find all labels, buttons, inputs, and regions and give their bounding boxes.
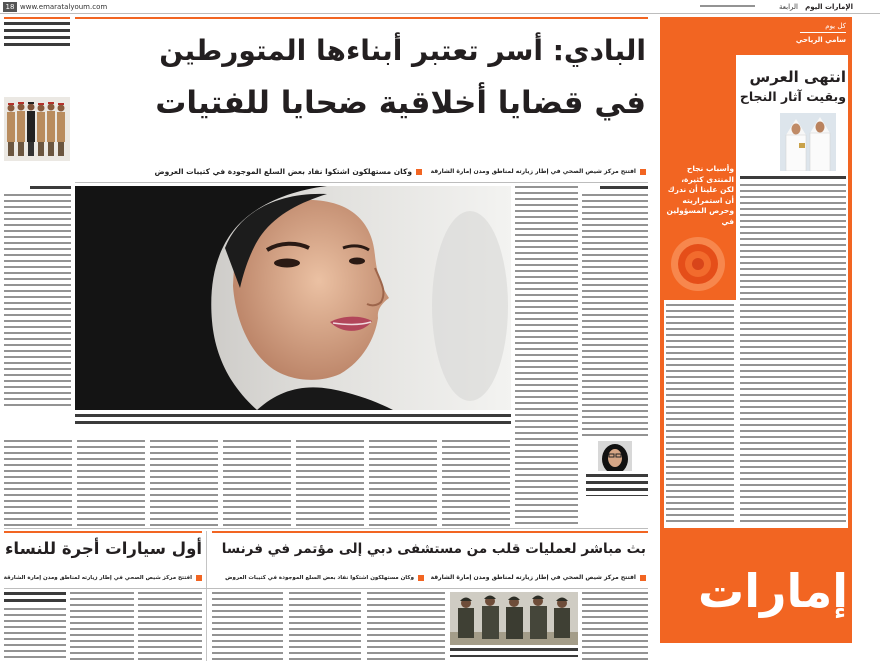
label-divider xyxy=(800,32,846,33)
body-text-column xyxy=(77,440,145,526)
main-subhead-2 xyxy=(150,166,422,178)
column-body-text xyxy=(666,304,734,526)
body-text-column xyxy=(296,440,364,526)
heart-surgery-subhead-1-text: افتتح مركز شيص الصحي في إطار زيارته لمناطق ومدن إمارة الشارقة xyxy=(430,574,636,581)
section-brand: إمارات xyxy=(698,564,848,618)
story-rule xyxy=(4,531,202,533)
main-subhead-2-text: وكان مستهلكون اشتكوا نفاد بعض السلع الموجودة في كتيبات العروض xyxy=(154,167,412,176)
center-dot xyxy=(692,258,704,270)
section-label: الرابعة xyxy=(779,3,798,11)
column-body-text xyxy=(740,184,846,526)
bullet-square xyxy=(196,575,202,581)
uniformed-staff-photo xyxy=(4,97,70,161)
body-text-column xyxy=(212,592,283,660)
subhead-rule xyxy=(75,182,648,183)
decorative-circle xyxy=(670,236,726,292)
body-text-column xyxy=(289,592,361,660)
paper-name: الإمارات اليوم xyxy=(805,3,853,11)
column-title-line-1: انتهى العرس xyxy=(749,68,846,86)
body-text-column xyxy=(223,440,291,526)
soldiers-photo xyxy=(450,592,578,645)
author-photo xyxy=(598,441,632,471)
bullet-square xyxy=(418,575,424,581)
story-rule xyxy=(212,531,648,533)
issue-date xyxy=(700,5,755,8)
women-taxi-subhead xyxy=(4,572,202,584)
two-officials-photo xyxy=(780,113,836,171)
heart-surgery-subhead-2 xyxy=(212,572,424,584)
body-text-column xyxy=(4,440,72,526)
face xyxy=(608,449,622,467)
column-lead xyxy=(740,176,846,181)
column-divider xyxy=(206,531,207,661)
woman-in-hijab-photo xyxy=(75,186,511,410)
main-subhead-1-text: افتتح مركز شيص الصحي في إطار زيارته لمناطق ومدن إمارة الشارقة xyxy=(430,168,636,175)
body-text-column xyxy=(515,186,578,526)
main-subhead-1 xyxy=(430,166,646,178)
photo-caption xyxy=(450,648,578,657)
body-text-column xyxy=(369,440,437,526)
byline xyxy=(30,186,71,191)
heart-surgery-subhead-1 xyxy=(430,572,646,584)
body-text-column xyxy=(70,592,134,660)
main-story-rule xyxy=(75,17,648,19)
body-text-column xyxy=(138,592,202,660)
body-text-column xyxy=(582,194,648,436)
body-text-column xyxy=(4,194,71,410)
body-text-column xyxy=(367,592,445,660)
author-caption xyxy=(586,474,648,496)
bullet-square xyxy=(416,169,422,175)
side-caption-text xyxy=(4,22,70,46)
bullet-square xyxy=(640,575,646,581)
heart-surgery-headline: بث مباشر لعمليات قلب من مستشفى دبي إلى مؤتمر في فرنسا xyxy=(221,541,646,557)
section-rule xyxy=(4,528,648,529)
lead-text xyxy=(4,592,66,606)
column-author: سامي الرياحي xyxy=(795,36,846,44)
column-label: كل يوم xyxy=(825,22,846,30)
top-rule xyxy=(0,13,880,14)
website-url: www.emaratalyoum.com xyxy=(20,3,108,11)
women-taxi-headline: أول سيارات أجرة للنساء xyxy=(5,539,202,558)
byline xyxy=(600,186,648,191)
heart-surgery-subhead-2-text: وكان مستهلكون اشتكوا نفاد بعض السلع الموجودة في كتيبات العروض xyxy=(225,575,414,581)
main-headline-line-2: في قضايا أخلاقية ضحايا للفتيات xyxy=(155,85,646,121)
body-text-column xyxy=(4,608,66,660)
pull-quote: وأسباب نجاح المنتدى كثيرة، لكن علينا أن ندرك أن استمراريته وحرص المسؤولين في xyxy=(666,164,734,226)
column-title-line-2: وبقيت آثار النجاح xyxy=(740,89,846,104)
body-text-column xyxy=(582,592,648,660)
body-text-column xyxy=(442,440,510,526)
side-rule xyxy=(4,17,70,19)
women-taxi-subhead-text: افتتح مركز شيص الصحي في إطار زيارته لمناطق ومدن إمارة الشارقة xyxy=(4,575,192,581)
page-number: 18 xyxy=(3,2,17,12)
body-text-column xyxy=(150,440,218,526)
bullet-square xyxy=(640,169,646,175)
subhead-rule xyxy=(4,588,648,589)
main-headline-line-1: البادي: أسر تعتبر أبناءها المتورطين xyxy=(159,34,646,67)
photo-caption xyxy=(75,414,511,428)
background-blur xyxy=(432,211,508,401)
